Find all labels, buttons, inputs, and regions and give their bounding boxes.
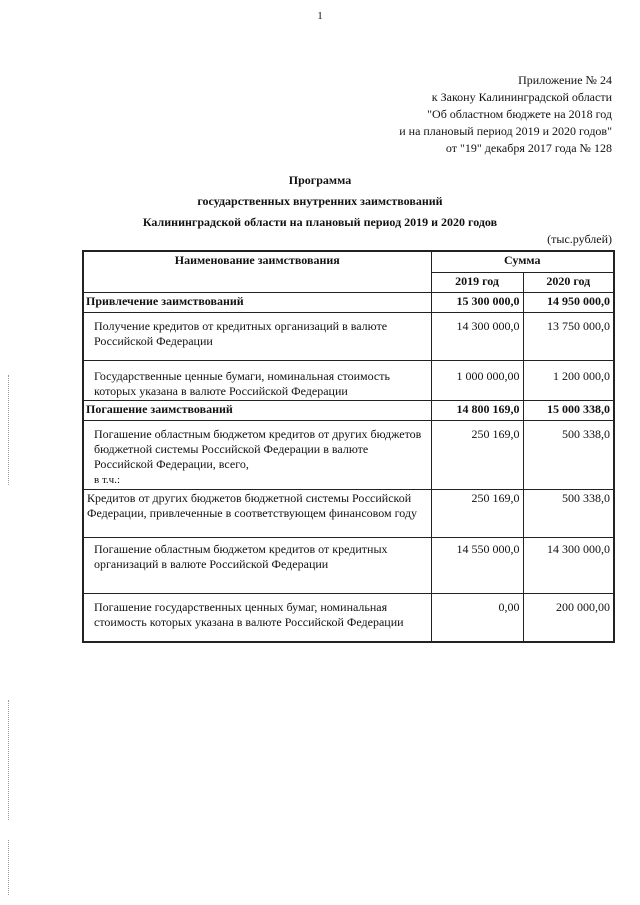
row-value-2019: 1 000 000,00	[431, 361, 523, 401]
appendix-line: и на плановый период 2019 и 2020 годов"	[399, 124, 612, 138]
row-value-2019: 250 169,0	[431, 421, 523, 490]
row-value-2019: 0,00	[431, 594, 523, 643]
row-value-2020: 14 300 000,0	[523, 538, 614, 594]
row-name-note: в т.ч.:	[94, 474, 121, 486]
appendix-header	[399, 72, 612, 157]
row-value-2019: 15 300 000,0	[431, 293, 523, 313]
scan-margin-mark	[8, 840, 9, 895]
row-name: Погашение областным бюджетом кредитов от кредитных организаций в валюте Российской Федерации	[83, 538, 431, 594]
table-row	[83, 594, 614, 643]
table-row	[83, 361, 614, 401]
row-value-2020: 500 338,0	[523, 421, 614, 490]
row-value-2020: 500 338,0	[523, 490, 614, 538]
title-line: государственных внутренних заимствований	[197, 194, 443, 208]
title-line: Калининградской области на плановый период 2019 и 2020 годов	[142, 215, 498, 229]
title-line: Программа	[288, 173, 352, 187]
row-value-2019: 250 169,0	[431, 490, 523, 538]
appendix-line: к Закону Калининградской области	[431, 90, 612, 104]
row-value-2019: 14 300 000,0	[431, 313, 523, 361]
page-number: 1	[317, 10, 323, 22]
scan-margin-mark	[8, 700, 9, 820]
table-row	[83, 313, 614, 361]
row-value-2020: 200 000,00	[523, 594, 614, 643]
row-name: Государственные ценные бумаги, номинальная стоимость которых указана в валюте Российской Федерации	[83, 361, 431, 401]
appendix-line: Приложение № 24	[518, 73, 612, 87]
row-name: Получение кредитов от кредитных организаций в валюте Российской Федерации	[83, 313, 431, 361]
table-row	[83, 401, 614, 421]
row-name: Погашение областным бюджетом кредитов от других бюджетов бюджетной системы Российской Федерации в валюте Российской Федерации, всего,	[94, 427, 422, 471]
header-year-2020: 2020 год	[523, 272, 614, 293]
appendix-line: "Об областном бюджете на 2018 год	[427, 107, 612, 121]
header-sum: Сумма	[431, 251, 614, 272]
row-name: Кредитов от других бюджетов бюджетной системы Российской Федерации, привлеченные в соответствующем финансовом году	[83, 490, 431, 538]
row-value-2020: 13 750 000,0	[523, 313, 614, 361]
row-value-2020: 1 200 000,0	[523, 361, 614, 401]
row-value-2019: 14 800 169,0	[431, 401, 523, 421]
row-value-2020: 15 000 338,0	[523, 401, 614, 421]
appendix-line: от "19" декабря 2017 года № 128	[445, 141, 612, 155]
scan-margin-mark	[8, 375, 9, 485]
document-title	[0, 170, 640, 233]
row-value-2019: 14 550 000,0	[431, 538, 523, 594]
table-row	[83, 421, 614, 490]
table-row	[83, 490, 614, 538]
header-name: Наименование заимствования	[83, 251, 431, 293]
table-row	[83, 538, 614, 594]
row-name: Погашение заимствований	[83, 401, 431, 421]
row-name: Привлечение заимствований	[83, 293, 431, 313]
units-label: (тыс.рублей)	[547, 232, 612, 246]
row-name: Погашение государственных ценных бумаг, номинальная стоимость которых указана в валюте Российской Федерации	[83, 594, 431, 643]
borrowings-table	[82, 250, 615, 643]
row-value-2020: 14 950 000,0	[523, 293, 614, 313]
table-row	[83, 293, 614, 313]
header-year-2019: 2019 год	[431, 272, 523, 293]
row-name-cell	[83, 421, 431, 490]
